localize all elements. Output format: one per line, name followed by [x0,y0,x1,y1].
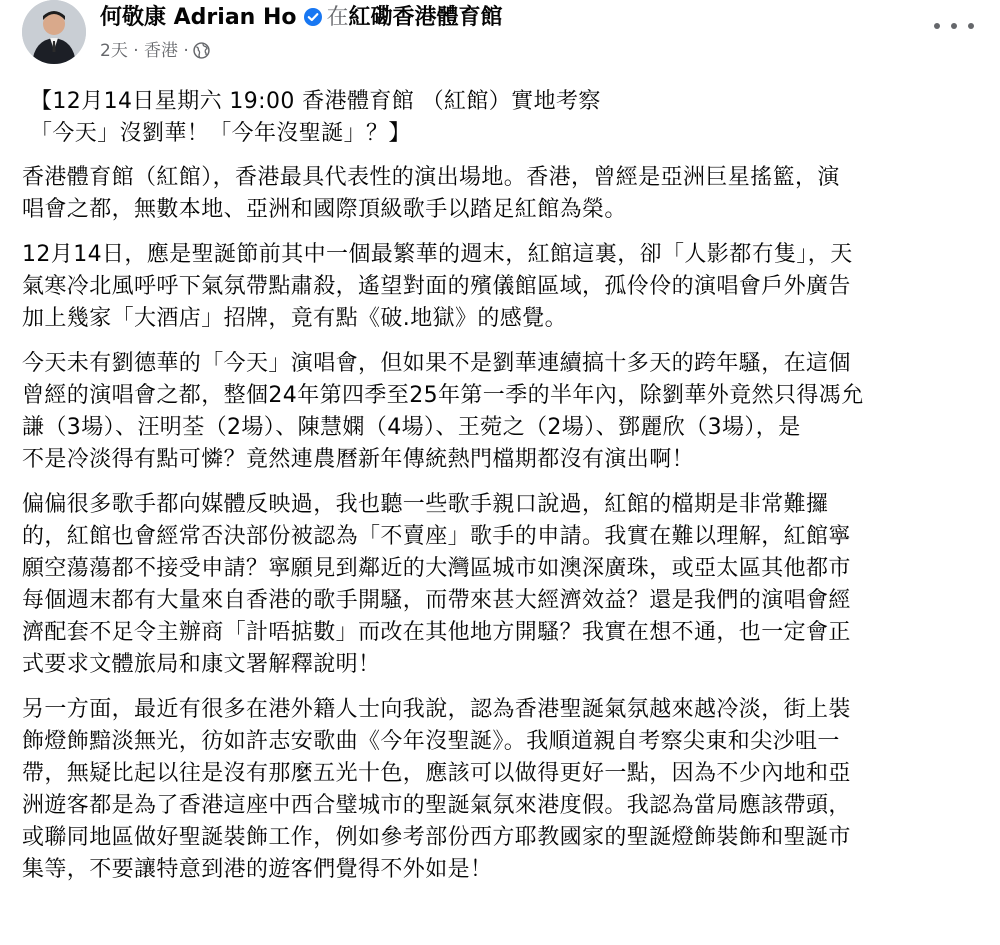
author-name[interactable]: 何敬康 Adrian Ho [100,5,297,30]
author-avatar[interactable] [22,0,86,64]
post-heading-line: 「今天」沒劉華！「今年沒聖誕」？】 [30,121,411,146]
globe-icon [193,42,210,65]
text-line: 帶，無疑比起以往是沒有那麼五光十色，應該可以做得更好一點，因為不少內地和亞 [22,761,851,786]
paragraph [22,694,982,886]
text-line: 式要求文體旅局和康文署解釋說明！ [22,652,381,677]
paragraph [22,239,982,335]
paragraph [22,348,982,476]
text-line: 濟配套不足令主辦商「計唔掂數」而改在其他地方開騷？我實在想不通，也一定會正 [22,620,851,645]
text-line: 香港體育館（紅館），香港最具代表性的演出場地。香港，曾經是亞洲巨星搖籃，演 [22,165,840,190]
post-meta [100,40,210,65]
text-line: 加上幾家「大酒店」招牌，竟有點《破.地獄》的感覺。 [22,306,567,331]
post-header [22,0,982,70]
verified-badge-icon [303,7,323,35]
checkin-location[interactable]: 紅磡香港體育館 [348,5,503,30]
paragraph [22,489,982,681]
avatar-photo [22,0,86,64]
text-line: 曾經的演唱會之都，整個24年第四季至25年第一季的半年內，除劉華外竟然只得馮允 [22,383,864,408]
text-line: 飾燈飾黯淡無光，彷如許志安歌曲《今年沒聖誕》。我順道親自考察尖東和尖沙咀一 [22,729,840,754]
text-line: 偏偏很多歌手都向媒體反映過，我也聽一些歌手親口說過，紅館的檔期是非常難攞 [22,492,829,517]
text-line: 的，紅館也會經常否決部份被認為「不賣座」歌手的申請。我實在難以理解，紅館寧 [22,524,851,549]
text-line: 不是冷淡得有點可憐？竟然連農曆新年傳統熱門檔期都沒有演出啊！ [22,447,695,472]
text-line: 每個週末都有大量來自香港的歌手開騷，而帶來甚大經濟效益？還是我們的演唱會經 [22,588,851,613]
text-line: 集等，不要讓特意到港的遊客們覺得不外如是！ [22,857,493,882]
text-line: 謙（3場）、汪明荃（2場）、陳慧嫻（4場）、王菀之（2場）、鄧麗欣（3場），是 [22,415,801,440]
post-body [22,86,982,886]
text-line: 洲遊客都是為了香港這座中西合璧城市的聖誕氣氛來港度假。我認為當局應該帶頭， [22,793,851,818]
text-line: 今天未有劉德華的「今天」演唱會，但如果不是劉華連續搞十多天的跨年騷，在這個 [22,351,851,376]
paragraph [22,162,982,226]
text-line: 氣寒冷北風呼呼下氣氛帶點肅殺，遙望對面的殯儀館區域，孤伶伶的演唱會戶外廣告 [22,274,851,299]
post-timestamp[interactable]: 2天 · 香港 · [100,41,189,61]
text-line: 或聯同地區做好聖誕裝飾工作，例如參考部份西方耶教國家的聖誕燈飾裝飾和聖誕市 [22,825,851,850]
text-line: 願空蕩蕩都不接受申請？寧願見到鄰近的大灣區城市如澳深廣珠，或亞太區其他都市 [22,556,851,581]
post-title-line [100,4,503,35]
text-line: 唱會之都，無數本地、亞洲和國際頂級歌手以踏足紅館為榮。 [22,197,627,222]
text-line: 12月14日，應是聖誕節前其中一個最繁華的週末，紅館這裏，卻「人影都冇隻」，天 [22,242,853,267]
post-heading-line: 【12月14日星期六 19:00 香港體育館 （紅館）實地考察 [30,89,601,114]
more-options-icon[interactable] [934,12,974,40]
in-label: 在 [326,5,349,30]
text-line: 另一方面，最近有很多在港外籍人士向我說，認為香港聖誕氣氛越來越冷淡，街上裝 [22,697,851,722]
